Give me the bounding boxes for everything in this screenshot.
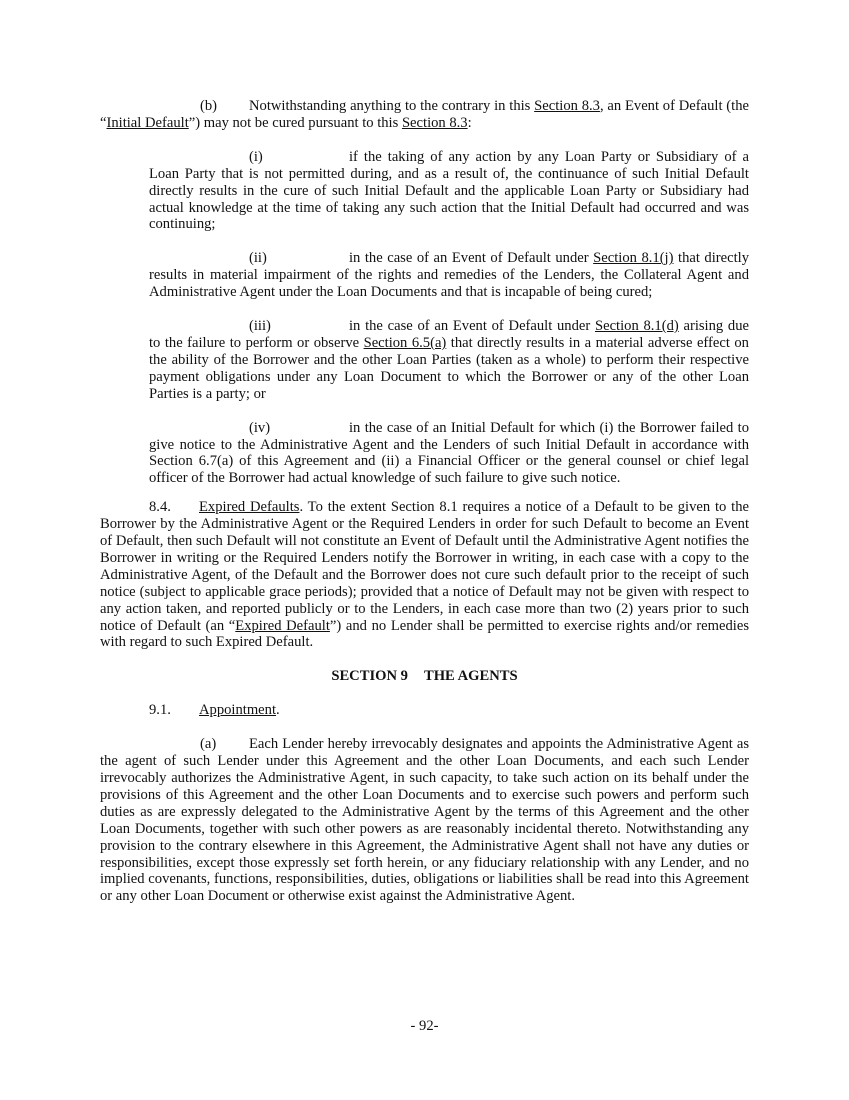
section-number: 9.1.	[149, 702, 171, 719]
defined-term: Initial Default	[106, 114, 189, 131]
section-title: Appointment	[199, 702, 277, 719]
clause-label: (iv)	[249, 419, 271, 436]
clause-label: (iii)	[249, 318, 271, 335]
section-title: Expired Defaults	[199, 499, 300, 516]
clause-label: (a)	[200, 736, 217, 753]
page-number: - 92-	[410, 1018, 439, 1034]
page-body	[100, 98, 749, 905]
section-number: 8.4.	[149, 499, 171, 516]
clause-label: (ii)	[249, 250, 267, 267]
sub-clause-iii: (iii) in the case of an Event of Default under Section 8.1(d) arising due to the failure to perform or observe Section 6.5(a) that directly results in a material adverse effect on the ability of the Borrower and the other Loan Parties (taken as a whole) to perform their respective payment obligations under any Loan Document to which the Borrower or any of the other Loan Parties is a party; or	[149, 318, 749, 402]
section-reference: Section 8.1(d)	[594, 318, 679, 335]
section-8-4-paragraph: 8.4. Expired Defaults. To the extent Section 8.1 requires a notice of a Default to be given to the Borrower by the Administrative Agent or the Required Lenders in order for such Default to become an Event of Default, then such Default will not constitute an Event of Default until the Administrative Agent notifies the Borrower in writing or the Required Lenders notify the Borrower in writing, in each case with a copy to the Administrative Agent, of the Default and the Borrower does not cure such default prior to the receipt of such notice (subject to applicable grace periods); provided that a notice of Default may not be given with respect to any action taken, and reported publicly or to the Lenders, in each case more than two (2) years prior to such notice of Default (an “Expired Default”) and no Lender shall be permitted to exercise rights and/or remedies with regard to such Expired Default.	[100, 499, 749, 651]
section-heading: SECTION 9 THE AGENTS	[331, 668, 518, 685]
section-9-1-a-paragraph: (a) Each Lender hereby irrevocably designates and appoints the Administrative Agent as the agent of such Lender under this Agreement and the other Loan Documents, and each such Lender irrevocably authorizes the Administrative Agent, in such capacity, to take such action on its behalf under the provisions of this Agreement and the other Loan Documents and to exercise such powers and perform such duties as are expressly delegated to the Administrative Agent by the terms of this Agreement and the other Loan Documents, together with such other powers as are reasonably incidental thereto. Notwithstanding any provision to the contrary elsewhere in this Agreement, the Administrative Agent shall not have any duties or responsibilities, except those expressly set forth herein, or any fiduciary relationship with any Lender, and no implied covenants, functions, responsibilities, duties, obligations or liabilities shall be read into this Agreement or any other Loan Document or otherwise exist against the Administrative Agent.	[100, 736, 749, 905]
section-reference: Section 6.5(a)	[363, 334, 447, 351]
sub-clause-i: (i) if the taking of any action by any Loan Party or Subsidiary of a Loan Party that is not permitted during, and as a result of, the continuance of such Initial Default directly results in the cure of such Initial Default and the applicable Loan Party or Subsidiary had actual knowledge at the time of taking any such action that the Initial Default had occurred and was continuing;	[149, 148, 749, 233]
section-reference: Section 8.1(j)	[593, 250, 674, 267]
clause-label: (b)	[200, 98, 218, 114]
defined-term: Expired Default	[235, 617, 330, 634]
sub-clause-ii: (ii) in the case of an Event of Default under Section 8.1(j) that directly results in material impairment of the rights and remedies of the Lenders, the Collateral Agent and Administrative Agent under the Loan Documents and that is incapable of being cured;	[149, 250, 749, 301]
sub-clause-iv: (iv) in the case of an Initial Default for which (i) the Borrower failed to give notice to the Administrative Agent and the Lenders of such Initial Default in accordance with Section 6.7(a) of this Agreement and (ii) a Financial Officer or the general counsel or chief legal officer of the Borrower had actual knowledge of such failure to give such notice.	[149, 419, 749, 487]
section-9-1-heading: 9.1. Appointment.	[149, 702, 280, 719]
section-8-3-b-paragraph: (b) Notwithstanding anything to the contrary in this Section 8.3, an Event of Default (the “Initial Default”) may not be cured pursuant to this Section 8.3:	[100, 98, 750, 131]
section-reference: Section 8.3	[401, 114, 468, 131]
clause-label: (i)	[249, 148, 263, 165]
section-reference: Section 8.3	[534, 98, 600, 114]
